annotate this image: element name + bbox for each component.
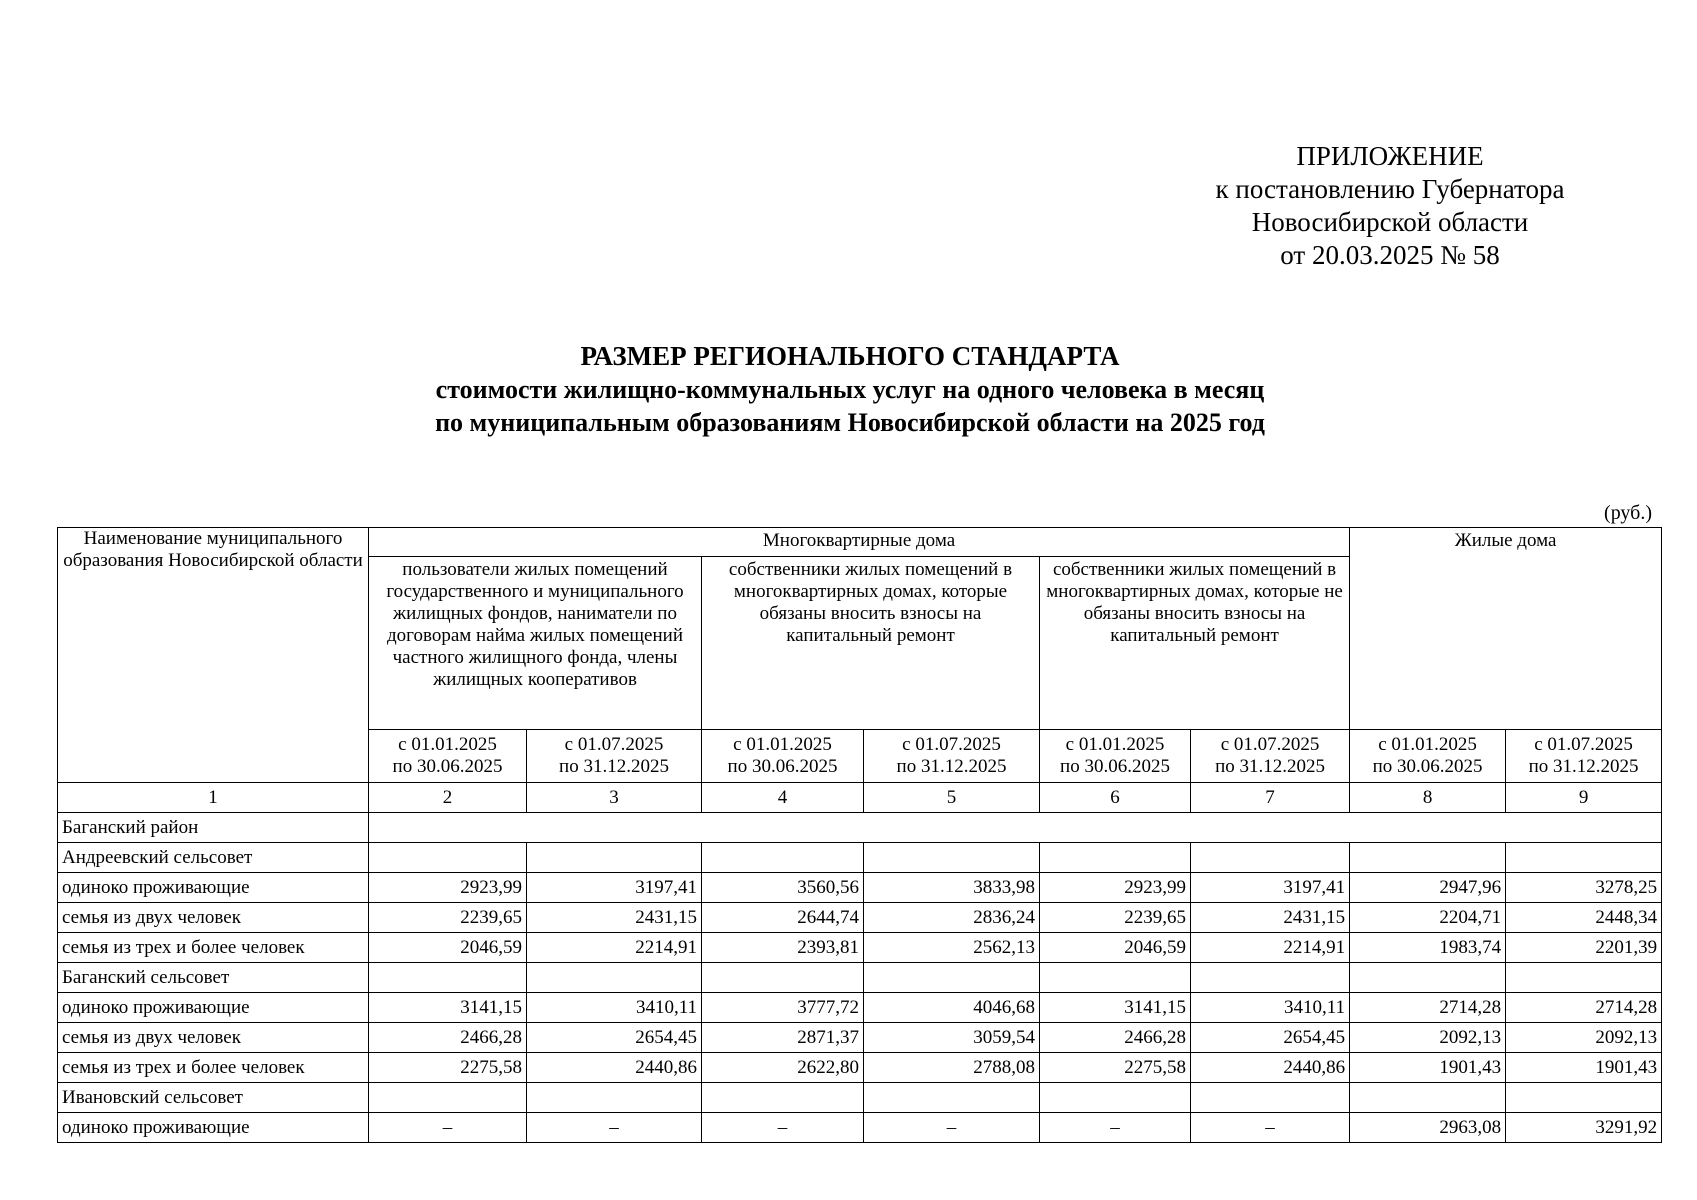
appendix-region: Новосибирской области: [1251, 207, 1529, 237]
value-cell: 2214,91: [1191, 933, 1350, 963]
period-line: по 30.06.2025: [727, 756, 838, 777]
empty-cell: [864, 963, 1040, 993]
value-cell: 3278,25: [1506, 873, 1662, 903]
value-cell: 2562,13: [864, 933, 1040, 963]
empty-cell: [527, 963, 702, 993]
value-cell: 2046,59: [369, 933, 527, 963]
section-name: Андреевский сельсовет: [58, 843, 369, 873]
empty-cell: [1040, 963, 1191, 993]
section-name: Ивановский сельсовет: [58, 1083, 369, 1113]
header-period-period1: [702, 730, 864, 783]
section-row: [58, 963, 1662, 993]
appendix-block: [1190, 140, 1590, 272]
period-line: по 31.12.2025: [559, 756, 669, 777]
value-cell: 2622,80: [702, 1053, 864, 1083]
title-line-2: стоимости жилищно-коммунальных услуг на одного человека в месяц: [435, 375, 1265, 404]
period-line: с 01.07.2025: [1220, 734, 1320, 755]
row-label: семья из двух человек: [58, 1023, 369, 1053]
period-line: по 31.12.2025: [1215, 756, 1325, 777]
value-cell: 3197,41: [1191, 873, 1350, 903]
value-cell: 3410,11: [1191, 993, 1350, 1023]
value-cell: 2201,39: [1506, 933, 1662, 963]
value-cell: 2466,28: [369, 1023, 527, 1053]
standard-cost-table: [57, 527, 1662, 1143]
appendix-date-number: от 20.03.2025 № 58: [1280, 240, 1500, 270]
district-row: [58, 813, 1662, 843]
empty-cell: [864, 843, 1040, 873]
table-row: [58, 1023, 1662, 1053]
header-group-owners-capital-repair: собственники жилых помещений в многоквартирных домах, которые обязаны вносить взносы на капитальный ремонт: [702, 557, 1040, 730]
header-name-column: Наименование муниципального образования Новосибирской области: [58, 528, 369, 783]
column-number: 4: [702, 783, 864, 813]
title-line-3: по муниципальным образованиям Новосибирской области на 2025 год: [435, 408, 1265, 437]
value-cell: 2092,13: [1506, 1023, 1662, 1053]
value-cell: –: [702, 1113, 864, 1143]
value-cell: –: [527, 1113, 702, 1143]
value-cell: 2788,08: [864, 1053, 1040, 1083]
row-label: одиноко проживающие: [58, 993, 369, 1023]
table-row: [58, 1113, 1662, 1143]
period-line: по 31.12.2025: [896, 756, 1007, 777]
value-cell: 2440,86: [1191, 1053, 1350, 1083]
value-cell: 2092,13: [1350, 1023, 1506, 1053]
column-number: 6: [1040, 783, 1191, 813]
value-cell: 2923,99: [1040, 873, 1191, 903]
row-label: семья из трех и более человек: [58, 1053, 369, 1083]
title-line-1: РАЗМЕР РЕГИОНАЛЬНОГО СТАНДАРТА: [580, 341, 1120, 371]
value-cell: 2654,45: [1191, 1023, 1350, 1053]
period-line: по 31.12.2025: [1528, 756, 1639, 777]
value-cell: 2923,99: [369, 873, 527, 903]
empty-cell: [1506, 843, 1662, 873]
empty-cell: [1191, 963, 1350, 993]
value-cell: 3197,41: [527, 873, 702, 903]
period-line: с 01.01.2025: [733, 734, 832, 755]
value-cell: –: [1191, 1113, 1350, 1143]
header-period-period1: [1350, 730, 1506, 783]
row-label: семья из двух человек: [58, 903, 369, 933]
value-cell: 2275,58: [1040, 1053, 1191, 1083]
header-period-period2: [527, 730, 702, 783]
empty-cell: [1506, 1083, 1662, 1113]
empty-cell: [1191, 1083, 1350, 1113]
header-period-period1: [369, 730, 527, 783]
value-cell: –: [864, 1113, 1040, 1143]
row-label: семья из трех и более человек: [58, 933, 369, 963]
value-cell: 3141,15: [1040, 993, 1191, 1023]
value-cell: 2836,24: [864, 903, 1040, 933]
row-label: одиноко проживающие: [58, 1113, 369, 1143]
value-cell: 2714,28: [1506, 993, 1662, 1023]
value-cell: 2448,34: [1506, 903, 1662, 933]
column-number: 2: [369, 783, 527, 813]
value-cell: 2440,86: [527, 1053, 702, 1083]
empty-cell: [702, 1083, 864, 1113]
column-number: 3: [527, 783, 702, 813]
value-cell: 3291,92: [1506, 1113, 1662, 1143]
header-period-period1: [1040, 730, 1191, 783]
value-cell: 2714,28: [1350, 993, 1506, 1023]
value-cell: 2393,81: [702, 933, 864, 963]
period-line: по 30.06.2025: [1372, 756, 1483, 777]
empty-cell: [864, 1083, 1040, 1113]
table-row: [58, 1053, 1662, 1083]
value-cell: 4046,68: [864, 993, 1040, 1023]
table-row: [58, 873, 1662, 903]
empty-cell: [1350, 843, 1506, 873]
document-title: [150, 340, 1550, 439]
period-line: с 01.07.2025: [902, 734, 1001, 755]
table-row: [58, 903, 1662, 933]
value-cell: 2275,58: [369, 1053, 527, 1083]
value-cell: 2466,28: [1040, 1023, 1191, 1053]
section-row: [58, 1083, 1662, 1113]
empty-cell: [527, 843, 702, 873]
column-number: 1: [58, 783, 369, 813]
empty-cell: [1040, 1083, 1191, 1113]
value-cell: 2654,45: [527, 1023, 702, 1053]
period-line: с 01.01.2025: [1065, 734, 1165, 755]
table-row: [58, 933, 1662, 963]
appendix-label: ПРИЛОЖЕНИЕ: [1296, 141, 1484, 171]
empty-cell: [369, 813, 1662, 843]
empty-cell: [527, 1083, 702, 1113]
empty-cell: [1040, 843, 1191, 873]
table-row: [58, 993, 1662, 1023]
period-line: по 30.06.2025: [1060, 756, 1170, 777]
empty-cell: [702, 843, 864, 873]
value-cell: 2963,08: [1350, 1113, 1506, 1143]
header-period-period2: [864, 730, 1040, 783]
value-cell: 2046,59: [1040, 933, 1191, 963]
value-cell: –: [1040, 1113, 1191, 1143]
value-cell: 1901,43: [1350, 1053, 1506, 1083]
value-cell: 2431,15: [527, 903, 702, 933]
empty-cell: [1506, 963, 1662, 993]
value-cell: 3560,56: [702, 873, 864, 903]
value-cell: 2871,37: [702, 1023, 864, 1053]
column-number: 8: [1350, 783, 1506, 813]
period-line: с 01.01.2025: [398, 734, 497, 755]
header-period-period2: [1191, 730, 1350, 783]
column-number: 9: [1506, 783, 1662, 813]
district-name: Баганский район: [58, 813, 369, 843]
header-apartment-buildings: Многоквартирные дома: [369, 528, 1350, 557]
value-cell: 3410,11: [527, 993, 702, 1023]
column-numbers-row: [58, 783, 1662, 813]
header-residential-houses: Жилые дома: [1350, 528, 1662, 730]
period-line: с 01.07.2025: [564, 734, 664, 755]
value-cell: 3833,98: [864, 873, 1040, 903]
unit-note: (руб.): [1604, 502, 1652, 524]
value-cell: 2214,91: [527, 933, 702, 963]
header-period-period2: [1506, 730, 1662, 783]
row-label: одиноко проживающие: [58, 873, 369, 903]
value-cell: 2644,74: [702, 903, 864, 933]
empty-cell: [1350, 1083, 1506, 1113]
value-cell: 3777,72: [702, 993, 864, 1023]
value-cell: 2204,71: [1350, 903, 1506, 933]
section-name: Баганский сельсовет: [58, 963, 369, 993]
period-line: по 30.06.2025: [392, 756, 503, 777]
value-cell: 3141,15: [369, 993, 527, 1023]
period-line: с 01.07.2025: [1534, 734, 1633, 755]
value-cell: 3059,54: [864, 1023, 1040, 1053]
empty-cell: [1191, 843, 1350, 873]
value-cell: 2947,96: [1350, 873, 1506, 903]
value-cell: 2431,15: [1191, 903, 1350, 933]
empty-cell: [369, 963, 527, 993]
header-group-tenants: пользователи жилых помещений государственного и муниципального жилищных фондов, наниматели по договорам найма жилых помещений частного жилищного фонда, члены жилищных кооперативов: [369, 557, 702, 730]
header-group-owners-no-capital-repair: собственники жилых помещений в многоквартирных домах, которые не обязаны вносить взносы на капитальный ремонт: [1040, 557, 1350, 730]
section-row: [58, 843, 1662, 873]
value-cell: 2239,65: [1040, 903, 1191, 933]
column-number: 7: [1191, 783, 1350, 813]
value-cell: 2239,65: [369, 903, 527, 933]
empty-cell: [369, 843, 527, 873]
appendix-resolution: к постановлению Губернатора: [1215, 174, 1565, 204]
value-cell: –: [369, 1113, 527, 1143]
value-cell: 1983,74: [1350, 933, 1506, 963]
value-cell: 1901,43: [1506, 1053, 1662, 1083]
empty-cell: [369, 1083, 527, 1113]
empty-cell: [702, 963, 864, 993]
period-line: с 01.01.2025: [1378, 734, 1477, 755]
empty-cell: [1350, 963, 1506, 993]
column-number: 5: [864, 783, 1040, 813]
